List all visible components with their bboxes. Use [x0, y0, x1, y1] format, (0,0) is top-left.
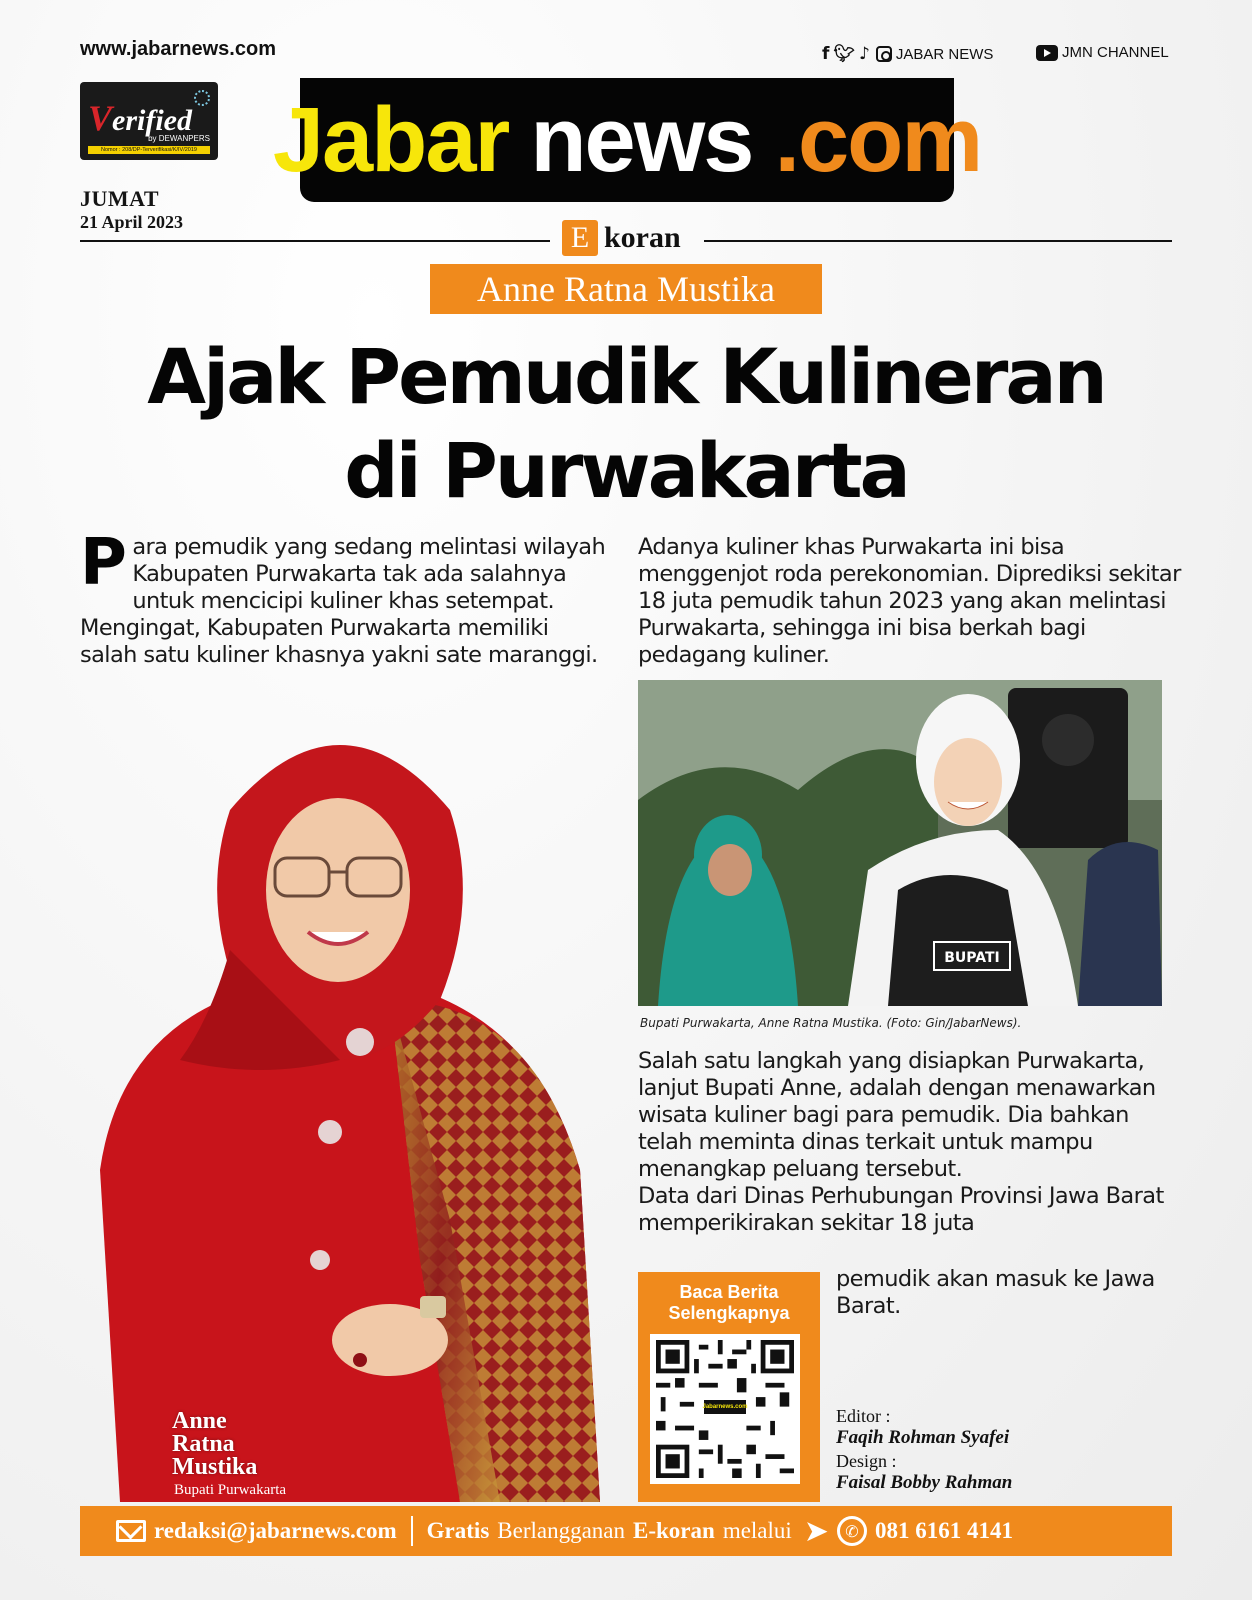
- verified-badge: [80, 82, 218, 160]
- social-links: [822, 44, 993, 64]
- social-label: JABAR NEWS: [895, 45, 994, 63]
- verified-word: Verified: [88, 98, 192, 138]
- paragraph-3-4: [638, 1048, 1188, 1237]
- footer-ekoran: E-koran: [633, 1518, 715, 1543]
- portrait-name-line1: Anne: [172, 1408, 227, 1434]
- drop-cap: P: [80, 526, 127, 600]
- design-name: Faisal Bobby Rahman: [836, 1472, 1013, 1493]
- qr-logo: Jabarnews.com: [704, 1400, 746, 1414]
- seal-icon: [194, 90, 210, 106]
- paragraph-4b: pemudik akan masuk ke Jawa Barat.: [836, 1266, 1155, 1319]
- portrait-photo: [60, 700, 620, 1502]
- footer-subscribe: Berlangganan: [497, 1518, 626, 1543]
- qr-title: Baca Berita Selengkapnya: [668, 1282, 790, 1323]
- portrait-name: [172, 1410, 257, 1479]
- facebook-icon[interactable]: f: [822, 44, 830, 64]
- read-more-box[interactable]: [638, 1272, 820, 1502]
- paragraph-2: Adanya kuliner khas Purwakarta ini bisa menggenjot roda perekonomian. Diprediksi sekitar 18 juta pemudik tahun 2023 yang akan melintasi Purwakarta, sehingga ini bisa berkah bagi pedagang kuliner.: [638, 534, 1181, 668]
- paragraph-intro: [80, 526, 608, 669]
- channel-label: JMN CHANNEL: [1062, 44, 1169, 61]
- youtube-channel[interactable]: [1036, 44, 1169, 61]
- portrait-name-line3: Mustika: [172, 1454, 258, 1480]
- header-rule-left: [80, 240, 550, 242]
- youtube-icon: [1036, 45, 1058, 61]
- footer-bar: [80, 1506, 1172, 1556]
- footer-email[interactable]: redaksi@jabarnews.com: [154, 1518, 397, 1543]
- vest-label: BUPATI: [944, 950, 1000, 966]
- footer-free: Gratis: [426, 1518, 490, 1543]
- verified-number: Nomor : 208/DP-Terverifikasi/K/IV/2019: [88, 146, 210, 154]
- instagram-icon[interactable]: [876, 46, 892, 62]
- news-photo: [638, 680, 1162, 1006]
- issue-day: JUMAT: [80, 186, 160, 211]
- masthead-part2: news: [530, 89, 753, 191]
- edition-letter: E: [562, 220, 598, 256]
- twitter-icon[interactable]: 🐦︎: [833, 44, 855, 64]
- paragraph-4a: Data dari Dinas Perhubungan Provinsi Jawa Barat memperikirakan sekitar 18 juta: [638, 1183, 1164, 1236]
- design-label: Design :: [836, 1451, 897, 1471]
- credits: [836, 1406, 1012, 1494]
- mail-icon: [116, 1520, 146, 1542]
- editor-label: Editor :: [836, 1406, 891, 1426]
- headline-line2: di Purwakarta: [344, 426, 908, 515]
- paragraph-1: ara pemudik yang sedang melintasi wilayah Kabupaten Purwakarta tak ada salahnya untuk mencicipi kuliner khas setempat. Mengingat, Kabupaten Purwakarta memiliki salah satu kuliner khasnya yakni sate maranggi.: [80, 534, 606, 668]
- telegram-icon[interactable]: ➤: [803, 1513, 829, 1549]
- headline-line1: Ajak Pemudik Kulineran: [147, 332, 1105, 421]
- edition-label: [562, 220, 681, 256]
- header-rule-right: [704, 240, 1172, 242]
- photo-caption: Bupati Purwakarta, Anne Ratna Mustika. (Foto: Gin/JabarNews).: [640, 1016, 1022, 1030]
- edition-word: koran: [604, 221, 681, 254]
- portrait-role: Bupati Purwakarta: [174, 1482, 287, 1498]
- whatsapp-icon[interactable]: ✆: [837, 1516, 867, 1546]
- kicker: Anne Ratna Mustika: [430, 264, 822, 314]
- masthead-part3: .com: [774, 89, 982, 191]
- headline: [40, 330, 1212, 518]
- footer-via: melalui: [722, 1518, 792, 1543]
- footer-phone[interactable]: 081 6161 4141: [874, 1518, 1013, 1543]
- qr-code[interactable]: [650, 1334, 800, 1484]
- masthead-logo[interactable]: [272, 78, 982, 202]
- portrait-name-line2: Ratna: [172, 1431, 235, 1457]
- editor-name: Faqih Rohman Syafei: [836, 1427, 1010, 1448]
- issue-date: 21 April 2023: [80, 212, 184, 232]
- site-url[interactable]: www.jabarnews.com: [80, 38, 276, 60]
- verified-by: by DEWANPERS: [148, 134, 210, 143]
- masthead-part1: Jabar: [272, 89, 509, 191]
- footer-divider: [411, 1516, 413, 1546]
- paragraph-3: Salah satu langkah yang disiapkan Purwakarta, lanjut Bupati Anne, adalah dengan menawarkan wisata kuliner bagi para pemudik. Dia bahkan telah meminta dinas terkait untuk mampu menangkap peluang tersebut.: [638, 1048, 1156, 1182]
- tiktok-icon[interactable]: ♪: [859, 44, 870, 64]
